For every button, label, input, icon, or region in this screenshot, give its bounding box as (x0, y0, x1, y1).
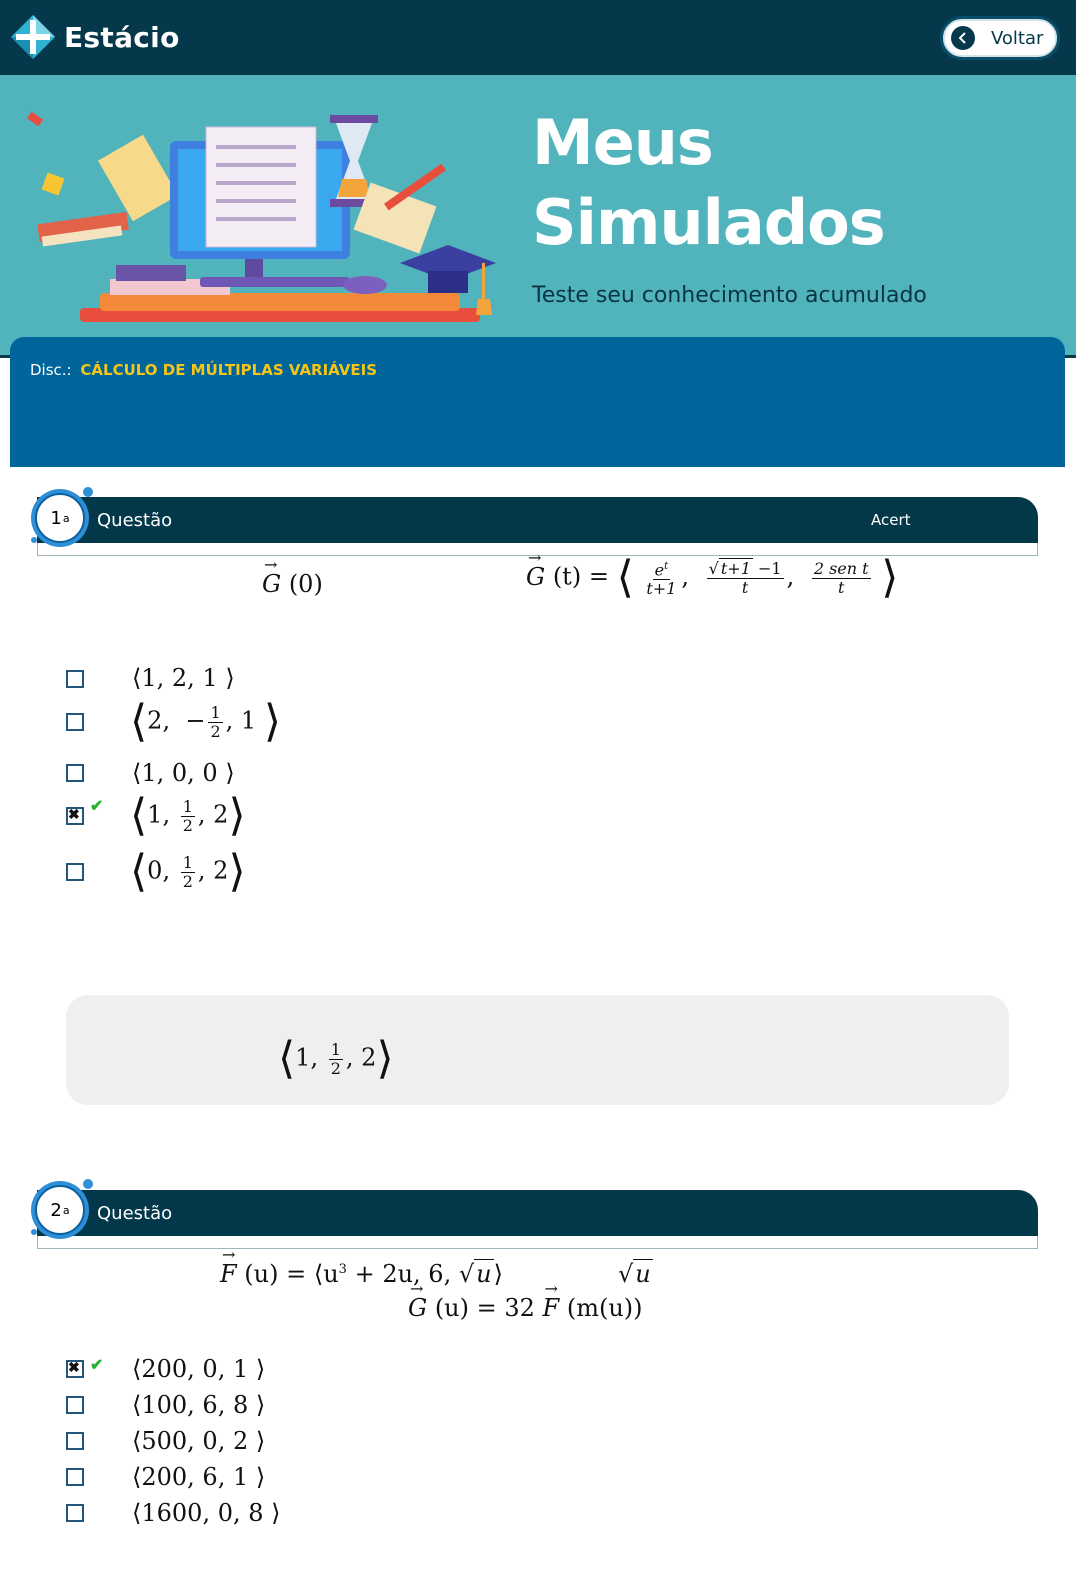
answer-value: ⟨1, $\frac{1}{2}$ , 2⟩ (278, 1033, 394, 1084)
option-checkbox[interactable] (66, 1432, 84, 1450)
option-text: ⟨0, $\frac{1}{2}$ , 2⟩ (130, 846, 246, 897)
question-1-status: Acert (871, 511, 911, 529)
question-1-option-d[interactable] (66, 790, 246, 841)
option-text: ⟨2, − $\frac{1}{2}$ , 1 ⟩ (130, 696, 281, 747)
question-2-label: Questão (97, 1203, 173, 1224)
study-illustration-icon (20, 103, 520, 353)
question-1-target: → G (0) (262, 570, 323, 598)
hero-subtitle: Teste seu conhecimento acumulado (532, 283, 927, 308)
question-2-option-b[interactable] (66, 1391, 265, 1419)
option-text: ⟨500, 0, 2 ⟩ (132, 1427, 266, 1455)
question-1-number: 1 a (50, 507, 70, 529)
hero-title (532, 103, 885, 263)
option-text: ⟨1, 2, 1 ⟩ (132, 664, 235, 692)
discipline-panel (10, 337, 1065, 467)
question-1-option-e[interactable] (66, 846, 246, 897)
question-2-option-c[interactable] (66, 1427, 265, 1455)
option-checkbox-checked[interactable] (66, 1360, 84, 1378)
question-1-option-c[interactable] (66, 759, 235, 787)
question-1-label: Questão (97, 510, 173, 531)
option-text: ⟨200, 0, 1 ⟩ (132, 1355, 266, 1383)
option-text: ⟨1, $\frac{1}{2}$ , 2⟩ (130, 790, 246, 841)
option-checkbox[interactable] (66, 863, 84, 881)
hero-title-line2: Simulados (532, 186, 885, 259)
question-2-f-definition: → F $(u) = ⟨u^3 + 2u$, 6, √u⟩ (220, 1260, 503, 1288)
option-text: ⟨200, 6, 1 ⟩ (132, 1463, 266, 1491)
question-2-number-badge (26, 1176, 94, 1244)
option-checkbox-checked[interactable] (66, 807, 84, 825)
question-2-side-root: √u (618, 1260, 651, 1288)
correct-check-icon: ✔ (90, 1357, 104, 1374)
question-2-option-d[interactable] (66, 1463, 265, 1491)
option-checkbox[interactable] (66, 764, 84, 782)
discipline-prefix: Disc.: (30, 361, 72, 379)
brand-logo[interactable] (10, 14, 180, 60)
brand-name: Estácio (64, 20, 180, 54)
option-text: ⟨1, 0, 0 ⟩ (132, 759, 235, 787)
option-text: ⟨1600, 0, 8 ⟩ (132, 1499, 281, 1527)
back-button[interactable] (940, 16, 1060, 60)
answer-explanation-box (66, 995, 1009, 1105)
question-1-number-badge (26, 484, 94, 552)
back-button-label: Voltar (991, 27, 1044, 49)
question-2-number: 2 a (50, 1199, 70, 1221)
correct-check-icon: ✔ (90, 798, 104, 815)
top-bar (0, 0, 1076, 75)
question-2-option-a[interactable] (66, 1355, 265, 1383)
hero-banner (0, 75, 1076, 358)
question-1-header (37, 497, 1038, 543)
hero-title-line1: Meus (532, 106, 713, 179)
question-2-g-definition: → G (u) = 32 → F (m(u)) (408, 1294, 643, 1322)
option-checkbox[interactable] (66, 1396, 84, 1414)
question-2-option-e[interactable] (66, 1499, 281, 1527)
chevron-left-icon (951, 26, 975, 50)
question-2-header (37, 1190, 1038, 1236)
option-text: ⟨100, 6, 8 ⟩ (132, 1391, 266, 1419)
discipline-line (30, 361, 377, 379)
question-1-option-b[interactable] (66, 696, 281, 747)
option-checkbox[interactable] (66, 1504, 84, 1522)
option-checkbox[interactable] (66, 670, 84, 688)
discipline-name: CÁLCULO DE MÚLTIPLAS VARIÁVEIS (80, 361, 378, 379)
estacio-logo-icon (10, 14, 56, 60)
question-1-function: → G (t) = ⟨ $\frac{e^t}{t+1}$ , $\frac{√ t+1 -1}{t}$ , $\frac{\text{2 sen t}}{t}$ ⟩ (526, 558, 898, 598)
option-checkbox[interactable] (66, 713, 84, 731)
option-checkbox[interactable] (66, 1468, 84, 1486)
question-1-option-a[interactable] (66, 666, 235, 692)
